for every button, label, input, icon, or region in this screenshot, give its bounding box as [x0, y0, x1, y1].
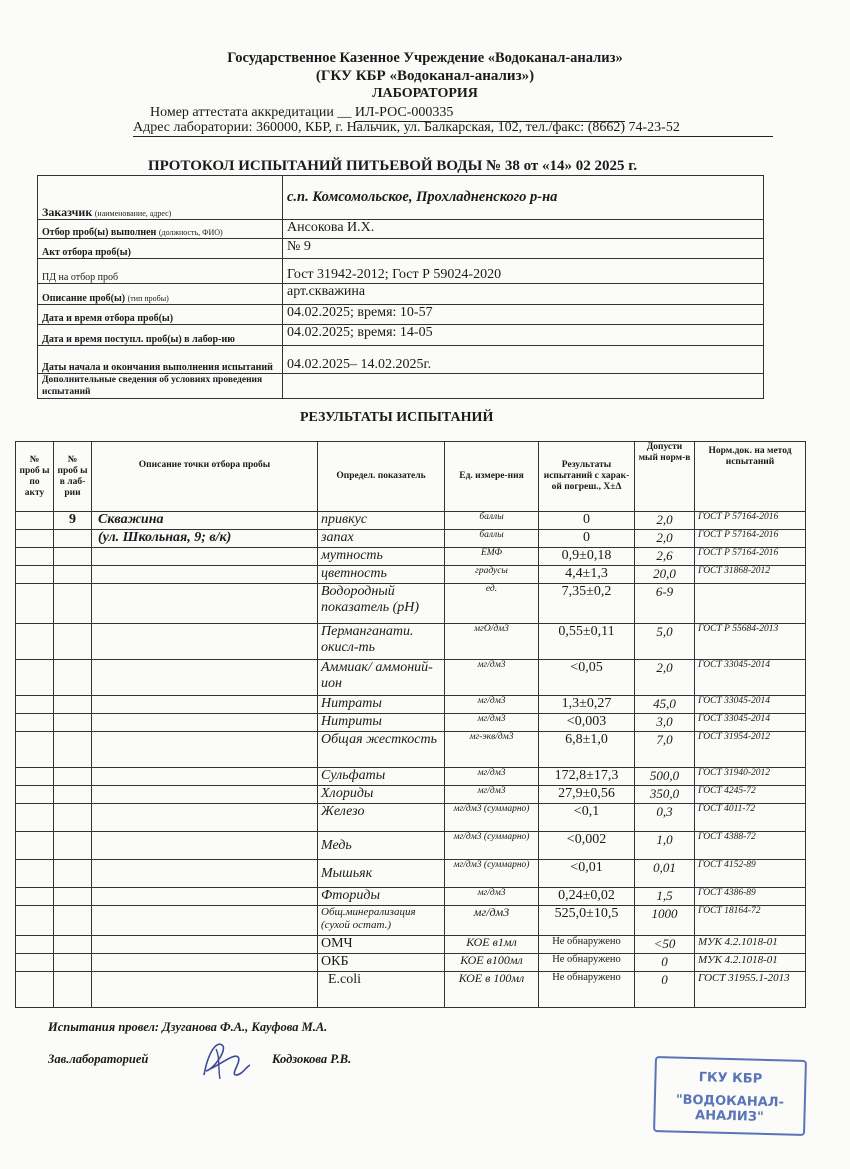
- indicator: запах: [318, 530, 445, 548]
- unit: мг/дм3 (суммарно): [445, 860, 539, 888]
- indicator: Общая жесткость: [318, 732, 445, 768]
- unit: мг/дм3 (суммарно): [445, 832, 539, 860]
- sample-address: (ул. Школьная, 9; в/к): [92, 530, 318, 548]
- indicator: E.coli: [318, 972, 445, 1008]
- result: 172,8±17,3: [539, 768, 635, 786]
- lab-title: ЛАБОРАТОРИЯ: [372, 86, 478, 101]
- col-header: Результаты испытаний с харак-ой погреш., X±Δ: [539, 442, 635, 512]
- unit: мг/дм3: [445, 888, 539, 906]
- method-doc: ГОСТ Р 55684-2013: [695, 624, 806, 660]
- signature: [190, 1035, 260, 1085]
- info-value: 04.02.2025; время: 10-57: [283, 305, 764, 325]
- result: <0,1: [539, 804, 635, 832]
- method-doc: ГОСТ 4245-72: [695, 786, 806, 804]
- result: 1,3±0,27: [539, 696, 635, 714]
- indicator: Мышьяк: [318, 860, 445, 888]
- method-doc: ГОСТ 18164-72: [695, 906, 806, 936]
- info-label: ПД на отбор проб: [38, 259, 283, 284]
- table-row: [16, 860, 806, 888]
- table-row: [16, 786, 806, 804]
- method-doc: МУК 4.2.1018-01: [695, 954, 806, 972]
- norm: 7,0: [635, 732, 695, 768]
- norm: 350,0: [635, 786, 695, 804]
- col-header: № проб ы в лаб-рии: [54, 442, 92, 512]
- norm: 6-9: [635, 584, 695, 624]
- result: 0,9±0,18: [539, 548, 635, 566]
- indicator: Сульфаты: [318, 768, 445, 786]
- info-row: [38, 374, 764, 399]
- unit: мг/дм3: [445, 786, 539, 804]
- info-row: [38, 259, 764, 284]
- unit: КОЕ в 100мл: [445, 972, 539, 1008]
- indicator: Железо: [318, 804, 445, 832]
- info-value: арт.скважина: [283, 284, 764, 305]
- info-label: Акт отбора проб(ы): [38, 239, 283, 259]
- method-doc: ГОСТ 33045-2014: [695, 714, 806, 732]
- indicator: Нитраты: [318, 696, 445, 714]
- results-table: [15, 441, 806, 1008]
- unit: мгО/дм3: [445, 624, 539, 660]
- info-label: Дополнительные сведения об условиях проведения испытаний: [38, 374, 283, 399]
- norm: 0: [635, 972, 695, 1008]
- method-doc: ГОСТ 4388-72: [695, 832, 806, 860]
- table-row: [16, 624, 806, 660]
- info-label: Даты начала и окончания выполнения испытаний: [38, 346, 283, 374]
- unit: мг-экв/дм3: [445, 732, 539, 768]
- sample-point: Скважина: [92, 512, 318, 530]
- organization-stamp: [653, 1056, 807, 1136]
- table-row: [16, 832, 806, 860]
- tested-by: Испытания провел: Дзуганова Ф.А., Кауфова М.А.: [48, 1020, 328, 1034]
- indicator: Водородный показатель (рН): [318, 584, 445, 624]
- method-doc: ГОСТ 31940-2012: [695, 768, 806, 786]
- indicator: ОКБ: [318, 954, 445, 972]
- accreditation-label: Номер аттестата аккредитации __: [150, 105, 352, 120]
- method-doc: ГОСТ 4011-72: [695, 804, 806, 832]
- unit: КОЕ в1мл: [445, 936, 539, 954]
- method-doc: ГОСТ 31955.1-2013: [695, 972, 806, 1008]
- table-row: [16, 804, 806, 832]
- protocol-info-table: [37, 175, 764, 399]
- result: Не обнаружено: [539, 954, 635, 972]
- unit: баллы: [445, 530, 539, 548]
- unit: ЕМФ: [445, 548, 539, 566]
- table-row: [16, 954, 806, 972]
- norm: 1,5: [635, 888, 695, 906]
- method-doc: ГОСТ Р 57164-2016: [695, 548, 806, 566]
- table-row: [16, 584, 806, 624]
- table-row: [16, 936, 806, 954]
- info-row: [38, 220, 764, 239]
- info-value: Гост 31942-2012; Гост Р 59024-2020: [283, 259, 764, 284]
- stamp-line: "ВОДОКАНАЛ-АНАЛИЗ": [675, 1092, 785, 1125]
- org-name: Государственное Казенное Учреждение «Водоканал-анализ»: [227, 50, 623, 66]
- method-doc: ГОСТ 4386-89: [695, 888, 806, 906]
- norm: 0,3: [635, 804, 695, 832]
- method-doc: МУК 4.2.1018-01: [695, 936, 806, 954]
- col-header: Норм.док. на метод испытаний: [695, 442, 806, 512]
- indicator: Аммиак/ аммоний-ион: [318, 660, 445, 696]
- result: 6,8±1,0: [539, 732, 635, 768]
- org-short-name: (ГКУ КБР «Водоканал-анализ»): [315, 68, 535, 84]
- table-row: [16, 566, 806, 584]
- table-row: [16, 714, 806, 732]
- norm: 500,0: [635, 768, 695, 786]
- table-row: [16, 512, 806, 530]
- norm: 2,0: [635, 530, 695, 548]
- norm: 2,0: [635, 512, 695, 530]
- head-of-lab-label: Зав.лабораторией: [48, 1052, 149, 1066]
- result: <0,01: [539, 860, 635, 888]
- col-header: Определ. показатель: [318, 442, 445, 512]
- info-label: Отбор проб(ы) выполнен (должность, ФИО): [38, 220, 283, 239]
- method-doc: ГОСТ 33045-2014: [695, 660, 806, 696]
- table-row: [16, 972, 806, 1008]
- indicator: Фториды: [318, 888, 445, 906]
- result: <0,003: [539, 714, 635, 732]
- lab-address: Адрес лаборатории: 360000, КБР, г. Нальчик, ул. Балкарская, 102, тел./факс: (8662) 74-23-52: [133, 120, 773, 137]
- result: 7,35±0,2: [539, 584, 635, 624]
- results-title: РЕЗУЛЬТАТЫ ИСПЫТАНИЙ: [300, 410, 494, 425]
- indicator: цветность: [318, 566, 445, 584]
- result: Не обнаружено: [539, 972, 635, 1008]
- indicator: привкус: [318, 512, 445, 530]
- table-row: [16, 696, 806, 714]
- norm: 45,0: [635, 696, 695, 714]
- info-label: Дата и время отбора проб(ы): [38, 305, 283, 325]
- accreditation-number: ИЛ-РОС-000335: [355, 105, 625, 122]
- col-header: Описание точки отбора пробы: [92, 442, 318, 512]
- col-header: № проб ы по акту: [16, 442, 54, 512]
- indicator: Перманганати. окисл-ть: [318, 624, 445, 660]
- method-doc: ГОСТ Р 57164-2016: [695, 512, 806, 530]
- unit: мг/дм3: [445, 696, 539, 714]
- info-value: [283, 374, 764, 399]
- indicator: мутность: [318, 548, 445, 566]
- info-value: с.п. Комсомольское, Прохладненского р-на: [283, 176, 764, 220]
- unit: мг/дм3: [445, 660, 539, 696]
- result: 27,9±0,56: [539, 786, 635, 804]
- info-row: [38, 284, 764, 305]
- norm: 1000: [635, 906, 695, 936]
- result: <0,05: [539, 660, 635, 696]
- info-row: [38, 239, 764, 259]
- norm: 0: [635, 954, 695, 972]
- col-header: Допусти мый норм-в: [635, 442, 695, 512]
- indicator: ОМЧ: [318, 936, 445, 954]
- info-row: [38, 325, 764, 346]
- table-row: [16, 888, 806, 906]
- norm: 20,0: [635, 566, 695, 584]
- unit: мг/дм3: [445, 906, 539, 936]
- indicator: Хлориды: [318, 786, 445, 804]
- info-label: Дата и время поступл. проб(ы) в лабор-ию: [38, 325, 283, 346]
- unit: мг/дм3 (суммарно): [445, 804, 539, 832]
- info-value: 04.02.2025; время: 14-05: [283, 325, 764, 346]
- method-doc: ГОСТ Р 57164-2016: [695, 530, 806, 548]
- unit: градусы: [445, 566, 539, 584]
- result: <0,002: [539, 832, 635, 860]
- result: 0,24±0,02: [539, 888, 635, 906]
- norm: 2,6: [635, 548, 695, 566]
- result: 525,0±10,5: [539, 906, 635, 936]
- unit: баллы: [445, 512, 539, 530]
- table-row: [16, 768, 806, 786]
- table-row: [16, 530, 806, 548]
- table-row: [16, 906, 806, 936]
- norm: 3,0: [635, 714, 695, 732]
- unit: мг/дм3: [445, 714, 539, 732]
- table-row: [16, 660, 806, 696]
- protocol-title: ПРОТОКОЛ ИСПЫТАНИЙ ПИТЬЕВОЙ ВОДЫ № 38 от «14» 02 2025 г.: [148, 158, 638, 174]
- indicator: Медь: [318, 832, 445, 860]
- stamp-line: ГКУ КБР: [698, 1070, 763, 1087]
- method-doc: ГОСТ 31954-2012: [695, 732, 806, 768]
- info-row: [38, 305, 764, 325]
- table-row: [16, 548, 806, 566]
- result: 4,4±1,3: [539, 566, 635, 584]
- results-header-row: [16, 442, 806, 512]
- norm: <50: [635, 936, 695, 954]
- norm: 0,01: [635, 860, 695, 888]
- info-value: 04.02.2025– 14.02.2025г.: [283, 346, 764, 374]
- sample-lab-number: 9: [54, 512, 92, 530]
- indicator: Нитриты: [318, 714, 445, 732]
- result: Не обнаружено: [539, 936, 635, 954]
- result: 0: [539, 530, 635, 548]
- unit: ед.: [445, 584, 539, 624]
- info-value: Ансокова И.Х.: [283, 220, 764, 239]
- method-doc: ГОСТ 33045-2014: [695, 696, 806, 714]
- result: 0: [539, 512, 635, 530]
- col-header: Ед. измере-ния: [445, 442, 539, 512]
- method-doc: ГОСТ 31868-2012: [695, 566, 806, 584]
- info-value: № 9: [283, 239, 764, 259]
- info-row: [38, 176, 764, 220]
- info-row: [38, 346, 764, 374]
- info-label: Заказчик (наименование, адрес): [38, 176, 283, 220]
- info-label: Описание проб(ы) (тип пробы): [38, 284, 283, 305]
- unit: мг/дм3: [445, 768, 539, 786]
- method-doc: ГОСТ 4152-89: [695, 860, 806, 888]
- head-of-lab-name: Кодзокова Р.В.: [272, 1052, 352, 1066]
- norm: 2,0: [635, 660, 695, 696]
- norm: 1,0: [635, 832, 695, 860]
- indicator: Общ.минерализация (сухой остат.): [318, 906, 445, 936]
- method-doc: [695, 584, 806, 624]
- table-row: [16, 732, 806, 768]
- result: 0,55±0,11: [539, 624, 635, 660]
- norm: 5,0: [635, 624, 695, 660]
- unit: КОЕ в100мл: [445, 954, 539, 972]
